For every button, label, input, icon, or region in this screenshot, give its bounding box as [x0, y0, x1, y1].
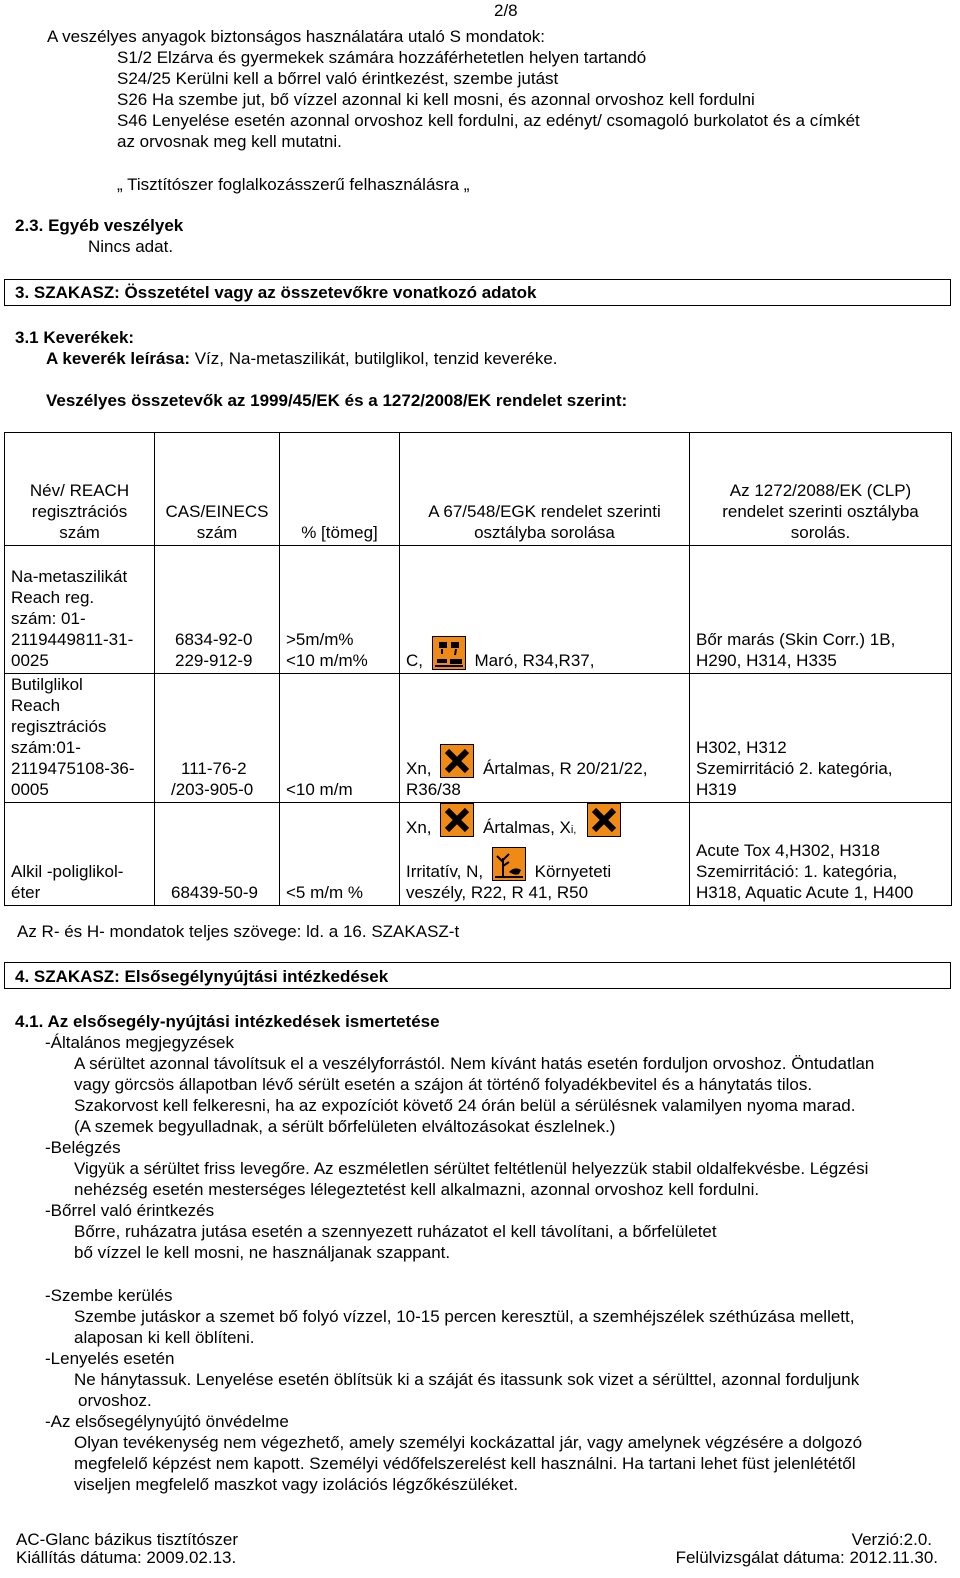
block-line: nehézség esetén mesterséges lélegeztetést kell alkalmazni, azonnal orvoshoz kell fordulni. — [74, 1180, 760, 1199]
block-line: bő vízzel le kell mosni, ne használjanak szappant. — [74, 1243, 451, 1262]
section3-heading: 3. SZAKASZ: Összetétel vagy az összetevőkre vonatkozó adatok — [15, 283, 537, 302]
block-line: A sérültet azonnal távolítsuk el a veszélyforrástól. Nem kívánt hatás esetén forduljon orvoshoz. Öntudatlan — [74, 1054, 875, 1073]
header-cell: % [tömeg] — [280, 433, 400, 546]
s-phrase: az orvosnak meg kell mutatni. — [117, 132, 342, 151]
dsd-cell: Xn, Ártalmas, Xi, Irritatív, N, Környeteti veszély, R22, R 41, R50 — [400, 803, 690, 906]
block-label: -Bőrrel való érintkezés — [45, 1201, 215, 1220]
mixture-description-label: A keverék leírása: — [46, 349, 190, 368]
header-cell: Az 1272/2088/EK (CLP) rendelet szerinti osztályba sorolás. — [690, 433, 952, 546]
block-line: alaposan ki kell öblíteni. — [74, 1328, 255, 1347]
block-label: -Általános megjegyzések — [45, 1033, 234, 1052]
environment-pictogram-icon — [492, 847, 526, 881]
block-line: viseljen megfelelő maszkot vagy izolációs légzőkészüléket. — [74, 1475, 519, 1494]
clp-cell: Bőr marás (Skin Corr.) 1B, H290, H314, H335 — [690, 546, 952, 674]
s-phrase: S24/25 Kerülni kell a bőrrel való érintkezést, szembe jutást — [117, 69, 559, 88]
footer-product: AC-Glanc bázikus tisztítószer — [16, 1530, 239, 1549]
other-hazards-heading: 2.3. Egyéb veszélyek — [15, 216, 184, 235]
s-phrase: S46 Lenyelése esetén azonnal orvoshoz kell fordulni, az edényt/ csomagoló burkolatot és a címkét — [117, 111, 860, 130]
cas-cell: 6834-92-0 229-912-9 — [155, 546, 280, 674]
table-row — [5, 546, 952, 674]
dsd-cell: Xn, Ártalmas, R 20/21/22, R36/38 — [400, 674, 690, 803]
header-cell: Név/ REACH regisztrációs szám — [5, 433, 155, 546]
name-cell: Alkil -poliglikol- éter — [5, 803, 155, 906]
dsd-cell: C, Maró, R34,R37, — [400, 546, 690, 674]
percent-cell: >5m/m% <10 m/m% — [280, 546, 400, 674]
section4-heading: 4. SZAKASZ: Elsősegélynyújtási intézkedések — [15, 967, 389, 986]
harmful-x-pictogram-icon — [440, 744, 474, 778]
corrosive-pictogram-icon — [432, 636, 466, 670]
usage-note: „ Tisztítószer foglalkozásszerű felhasználásra „ — [117, 175, 470, 194]
block-line: Ne hánytassuk. Lenyelése esetén öblítsük ki a száját és itassunk sok vizet a sérülttel, azonnal forduljunk — [74, 1370, 860, 1389]
cas-cell: 111-76-2 /203-905-0 — [155, 674, 280, 803]
block-line: Vigyük a sérültet friss levegőre. Az eszméletlen sérültet feltétlenül helyezzük stabil oldalfekvésbe. Légzési — [74, 1159, 869, 1178]
block-line: Szembe jutáskor a szemet bő folyó vízzel, 10-15 percen keresztül, a szemhéjszélek széthúzása mellett, — [74, 1307, 855, 1326]
name-cell: Na-metaszilikát Reach reg. szám: 01- 2119449811-31- 0025 — [5, 546, 155, 674]
clp-cell: H302, H312 Szemirritáció 2. kategória, H319 — [690, 674, 952, 803]
block-label: -Lenyelés esetén — [45, 1349, 175, 1368]
components-table — [4, 432, 952, 906]
clp-cell: Acute Tox 4,H302, H318 Szemirritáció: 1. kategória, H318, Aquatic Acute 1, H400 — [690, 803, 952, 906]
percent-cell: <5 m/m % — [280, 803, 400, 906]
header-cell: A 67/548/EGK rendelet szerinti osztályba sorolása — [400, 433, 690, 546]
cas-cell: 68439-50-9 — [155, 803, 280, 906]
header-cell: CAS/EINECS szám — [155, 433, 280, 546]
r-h-phrases-note: Az R- és H- mondatok teljes szövege: ld. a 16. SZAKASZ-t — [17, 922, 460, 941]
mixture-description-text: Víz, Na-metaszilikát, butilglikol, tenzid keveréke. — [189, 349, 558, 368]
table-row — [5, 803, 952, 906]
block-label: -Az elsősegélynyújtó önvédelme — [45, 1412, 289, 1431]
hazardous-components-heading: Veszélyes összetevők az 1999/45/EK és a 1272/2008/EK rendelet szerint: — [46, 391, 628, 410]
harmful-x-pictogram-icon — [440, 803, 474, 837]
first-aid-sub-heading: 4.1. Az elsősegély-nyújtási intézkedések ismertetése — [15, 1012, 440, 1031]
page-number: 2/8 — [494, 1, 518, 20]
footer-issue-date: Kiállítás dátuma: 2009.02.13. — [16, 1548, 237, 1567]
block-line: Bőrre, ruházatra jutása esetén a szennyezett ruházatot el kell távolítani, a bőrfelületet — [74, 1222, 717, 1241]
block-line: vagy görcsös állapotban lévő sérült esetén a szájon át történő folyadékbevitel és a hánytatás tilos. — [74, 1075, 813, 1094]
block-line: Olyan tevékenység nem végezhető, amely személyi kockázattal jár, vagy amelynek végzésére a dolgozó — [74, 1433, 863, 1452]
mixtures-heading: 3.1 Keverékek: — [15, 328, 135, 347]
s-phrases-title: A veszélyes anyagok biztonságos használatára utaló S mondatok: — [47, 27, 546, 46]
percent-cell: <10 m/m — [280, 674, 400, 803]
harmful-x-pictogram-icon — [587, 803, 621, 837]
block-label: -Szembe kerülés — [45, 1286, 173, 1305]
other-hazards-text: Nincs adat. — [88, 237, 174, 256]
block-line: orvoshoz. — [78, 1391, 152, 1410]
s-phrase: S1/2 Elzárva és gyermekek számára hozzáférhetetlen helyen tartandó — [117, 48, 647, 67]
block-line: Szakorvost kell felkeresni, ha az expozíciót követő 24 órán belül a sérülésnek valamilyen nyoma marad. — [74, 1096, 856, 1115]
block-line: megfelelő képzést nem kapott. Személyi védőfelszerelést kell használni. Ha tartani lehet füst jelenlététől — [74, 1454, 856, 1473]
table-row — [5, 674, 952, 803]
mixture-description — [46, 348, 558, 369]
table-header-row — [5, 433, 952, 546]
s-phrase: S26 Ha szembe jut, bő vízzel azonnal ki kell mosni, és azonnal orvoshoz kell fordulni — [117, 90, 755, 109]
block-line: (A szemek begyulladnak, a sérült bőrfelületen elváltozásokat észlelnek.) — [74, 1117, 616, 1136]
footer-version: Verzió:2.0. — [851, 1530, 932, 1549]
name-cell: Butilglikol Reach regisztrációs szám:01- 2119475108-36- 0005 — [5, 674, 155, 803]
footer-review-date: Felülvizsgálat dátuma: 2012.11.30. — [675, 1548, 938, 1567]
block-label: -Belégzés — [45, 1138, 121, 1157]
